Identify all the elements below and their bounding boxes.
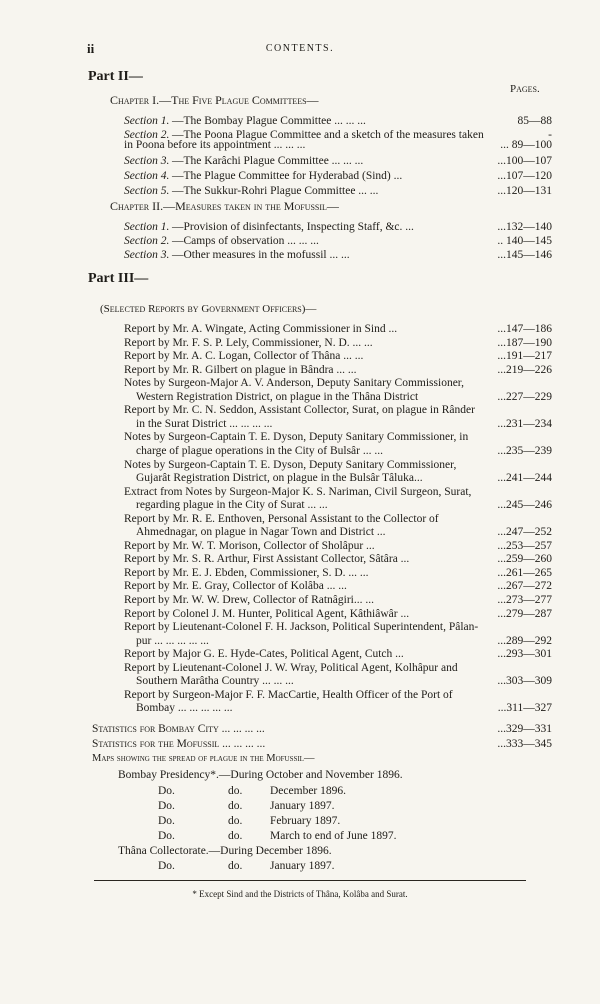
section-title: —Other measures in the mofussil ... ... [172,249,350,261]
report-title: Report by Lieutenant-Colonel F. H. Jackson, Political Superintendent, Pâlan- [124,621,479,633]
statistics-pages: ...329—331 [497,723,552,735]
section-title: —The Bombay Plague Committee ... ... ... [172,115,366,127]
part-2-title: Part II— [88,69,143,84]
report-title-continued: pur ... ... ... ... ... [136,635,209,647]
report-pages: ...293—301 [497,648,552,660]
page-number: ii [87,41,95,56]
map-entry-ditto: Do. [158,860,175,872]
report-title: Report by Mr. W. W. Drew, Collector of Ratnâgiri... ... [124,594,374,606]
section-pages: ...132—140 [497,221,552,233]
map-entry-ditto: Do. [158,815,175,827]
report-pages: ...267—272 [497,580,552,592]
section-title: —The Poona Plague Committee and a sketch of the measures taken [172,129,484,141]
report-pages: ...303—309 [497,675,552,687]
section-label: Section 1. [124,221,170,233]
part-3-subtitle: (Selected Reports by Government Officers)— [100,303,317,315]
report-title-continued: Western Registration District, on plague in the Thâna District [136,391,419,403]
map-entry: Thâna Collectorate.—During December 1896. [118,845,332,857]
report-pages: ...279—287 [497,608,552,620]
report-pages: ...247—252 [497,526,552,538]
section-title: —Camps of observation ... ... ... [172,235,319,247]
report-title-continued: in the Surat District ... ... ... ... [136,418,273,430]
report-title: Report by Mr. C. N. Seddon, Assistant Collector, Surat, on plague in Rânder [124,404,475,416]
part-3-title: Part III— [88,271,149,286]
report-pages: ...219—226 [497,364,552,376]
report-pages: ...311—327 [497,702,552,714]
report-pages: ...235—239 [497,445,552,457]
map-entry-period: January 1897. [270,860,335,872]
maps-title: Maps showing the spread of plague in the Mofussil— [92,753,315,764]
report-title: Report by Major G. E. Hyde-Cates, Political Agent, Cutch ... [124,648,404,660]
statistics-pages: ...333—345 [497,738,552,750]
section-label: Section 3. [124,249,170,261]
section-pages: ...107—120 [497,170,552,182]
report-pages: ...191—217 [497,350,552,362]
report-pages: ...187—190 [497,337,552,349]
report-pages: ...245—246 [497,499,552,511]
report-pages: ...289—292 [497,635,552,647]
report-title-continued: Southern Marâtha Country ... ... ... [136,675,294,687]
chapter-2-title: Chapter II.—Measures taken in the Mofussil— [110,199,339,213]
section-label: Section 1. [124,115,170,127]
section-title-continued: in Poona before its appointment ... ... ... [124,139,306,151]
section-pages: ...100—107 [497,155,552,167]
map-entry-ditto-sub: do. [228,830,243,842]
report-pages: ...261—265 [497,567,552,579]
section-title: —The Sukkur-Rohri Plague Committee ... ... [172,185,379,197]
report-title: Report by Mr. S. R. Arthur, First Assistant Collector, Sâtâra ... [124,553,410,565]
report-title-continued: regarding plague in the City of Surat ... ... [136,499,328,511]
map-entry-ditto: Do. [158,785,175,797]
report-pages: ...241—244 [497,472,552,484]
report-title: Report by Colonel J. M. Hunter, Political Agent, Kâthiâwâr ... [124,608,410,620]
footnote-rule [94,880,526,881]
section-label: Section 2. [124,235,170,247]
report-title: Report by Mr. W. T. Morison, Collector of Sholâpur ... [124,540,375,552]
statistics-title: Statistics for Bombay City ... ... ... ... [92,723,265,735]
report-title: Extract from Notes by Surgeon-Major K. S. Nariman, Civil Surgeon, Surat, [124,486,472,498]
report-pages: ...231—234 [497,418,552,430]
report-title: Report by Mr. A. Wingate, Acting Commissioner in Sind ... [124,323,398,335]
section-pages: ...145—146 [497,249,552,261]
map-entry: Bombay Presidency*.—During October and November 1896. [118,769,403,781]
section-title: —The Plague Committee for Hyderabad (Sind) ... [172,170,403,182]
report-pages: ...227—229 [497,391,552,403]
map-entry-ditto-sub: do. [228,815,243,827]
report-pages: ...259—260 [497,553,552,565]
report-title: Notes by Surgeon-Captain T. E. Dyson, Deputy Sanitary Commissioner, in [124,431,469,443]
report-title: Report by Mr. R. Gilbert on plague in Bândra ... ... [124,364,357,376]
section-label: Section 4. [124,170,170,182]
report-title-continued: charge of plague operations in the City of Bulsâr ... ... [136,445,383,457]
section-label: Section 5. [124,185,170,197]
report-title-continued: Gujarât Registration District, on plague in the Bulsâr Tâluka... [136,472,423,484]
map-entry-ditto-sub: do. [228,785,243,797]
report-title: Report by Mr. R. E. Enthoven, Personal Assistant to the Collector of [124,513,439,525]
report-title: Report by Mr. F. S. P. Lely, Commissioner, N. D. ... ... [124,337,373,349]
report-title: Report by Mr. A. C. Logan, Collector of Thâna ... ... [124,350,364,362]
report-pages: ...253—257 [497,540,552,552]
running-title: CONTENTS. [265,43,335,54]
report-title: Report by Mr. E. J. Ebden, Commissioner, S. D. ... ... [124,567,369,579]
report-pages: ...273—277 [497,594,552,606]
section-pages: 85—88 [517,115,552,127]
section-pages: ...120—131 [497,185,552,197]
report-title: Report by Lieutenant-Colonel J. W. Wray, Political Agent, Kolhâpur and [124,662,458,674]
report-pages: ...147—186 [497,323,552,335]
section-label: Section 3. [124,155,170,167]
map-entry-ditto-sub: do. [228,860,243,872]
section-label: Section 2. [124,129,170,141]
report-title: Report by Mr. E. Gray, Collector of Kolâba ... ... [124,580,347,592]
map-entry-period: January 1897. [270,800,335,812]
pages-label: Pages. [510,83,540,95]
map-entry-ditto: Do. [158,830,175,842]
report-title-continued: Ahmednagar, on plague in Nagar Town and District ... [136,526,386,538]
map-entry-ditto: Do. [158,800,175,812]
map-entry-period: February 1897. [270,815,341,827]
footnote: * Except Sind and the Districts of Thâna, Kolâba and Surat. [192,889,408,899]
map-entry-period: December 1896. [270,785,346,797]
map-entry-ditto-sub: do. [228,800,243,812]
section-title: —The Karâchi Plague Committee ... ... ... [172,155,364,167]
chapter-1-title: Chapter I.—The Five Plague Committees— [110,93,319,107]
report-title-continued: Bombay ... ... ... ... ... [136,702,233,714]
section-pages: .. 140—145 [497,235,552,247]
section-pages: ... 89—100 [500,139,552,151]
report-title: Notes by Surgeon-Captain T. E. Dyson, Deputy Sanitary Commissioner, [124,459,457,471]
statistics-title: Statistics for the Mofussil ... ... ... ... [92,738,266,750]
report-title: Notes by Surgeon-Major A. V. Anderson, Deputy Sanitary Commissioner, [124,377,465,389]
map-entry-period: March to end of June 1897. [270,830,397,842]
section-title: —Provision of disinfectants, Inspecting Staff, &c. ... [172,221,414,233]
report-title: Report by Surgeon-Major F. F. MacCartie, Health Officer of the Port of [124,689,453,701]
section-pages: - [548,129,552,141]
